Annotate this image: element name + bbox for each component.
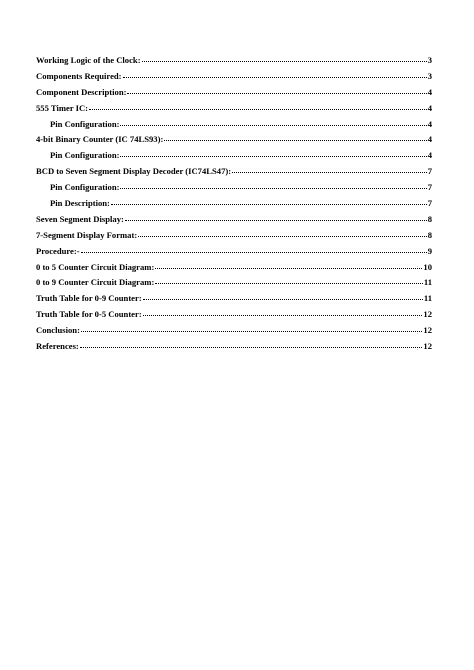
toc-entry-component-description[interactable] <box>36 87 432 103</box>
toc-entry-title: Pin Configuration: <box>50 182 120 193</box>
toc-dot-leader <box>80 347 423 348</box>
toc-page-number: 10 <box>423 261 432 272</box>
toc-entry-display-format[interactable] <box>36 230 432 246</box>
toc-page-number: 3 <box>427 55 432 65</box>
toc-entry-title: Pin Configuration: <box>50 150 120 161</box>
toc-entry-truth-table-0-9[interactable] <box>36 293 432 309</box>
toc-dot-leader <box>143 315 423 316</box>
toc-entry-title: 0 to 9 Counter Circuit Diagram: <box>36 277 155 288</box>
toc-entry-555-timer[interactable] <box>36 103 432 119</box>
toc-entry-0-to-9-circuit[interactable] <box>36 277 432 293</box>
toc-entry-title: 555 Timer IC: <box>36 102 89 113</box>
toc-page-number: 9 <box>427 245 432 256</box>
toc-page-number: 7 <box>427 182 432 193</box>
toc-page-number: 4 <box>427 150 432 161</box>
toc-entry-procedure[interactable] <box>36 246 432 262</box>
toc-dot-leader <box>143 299 423 300</box>
toc-entry-decoder-pin-configuration[interactable] <box>36 182 432 198</box>
toc-dot-leader <box>111 204 427 205</box>
toc-page-number: 4 <box>427 86 432 97</box>
toc-dot-leader <box>120 125 426 126</box>
toc-entry-title: 7-Segment Display Format: <box>36 229 138 240</box>
toc-dot-leader <box>138 236 427 237</box>
toc-entry-0-to-5-circuit[interactable] <box>36 262 432 278</box>
toc-entry-references[interactable] <box>36 341 432 357</box>
toc-entry-title: References: <box>36 341 79 352</box>
toc-entry-bcd-decoder[interactable] <box>36 166 432 182</box>
toc-page-number: 3 <box>427 70 432 81</box>
toc-entry-conclusion[interactable] <box>36 325 432 341</box>
toc-entry-decoder-pin-description[interactable] <box>36 198 432 214</box>
toc-dot-leader <box>120 156 426 157</box>
toc-page-number: 12 <box>423 325 432 336</box>
toc-dot-leader <box>155 268 422 269</box>
toc-entry-binary-counter[interactable] <box>36 134 432 150</box>
toc-dot-leader <box>81 252 427 253</box>
toc-dot-leader <box>164 140 426 141</box>
toc-entry-title: 4-bit Binary Counter (IC 74LS93): <box>36 134 164 145</box>
toc-page-number: 4 <box>427 102 432 113</box>
toc-entry-seven-segment-display[interactable] <box>36 214 432 230</box>
toc-entry-counter-pin-configuration[interactable] <box>36 150 432 166</box>
toc-dot-leader <box>89 109 427 110</box>
table-of-contents <box>36 55 432 357</box>
toc-entry-title: Truth Table for 0-5 Counter: <box>36 309 142 320</box>
toc-entry-title: BCD to Seven Segment Display Decoder (IC74LS47): <box>36 166 232 177</box>
toc-page-number: 4 <box>427 134 432 145</box>
toc-dot-leader <box>81 331 422 332</box>
toc-page-number: 12 <box>423 309 432 320</box>
toc-page-number: 11 <box>423 277 432 288</box>
toc-dot-leader <box>127 93 426 94</box>
toc-entry-title: Pin Description: <box>50 198 110 209</box>
toc-page-number: 4 <box>427 118 432 129</box>
toc-entry-title: Seven Segment Display: <box>36 213 124 224</box>
toc-entry-working-logic[interactable] <box>36 55 432 71</box>
toc-page-number: 8 <box>427 229 432 240</box>
toc-page-number: 7 <box>427 198 432 209</box>
toc-dot-leader <box>142 61 427 62</box>
toc-entry-555-pin-configuration[interactable] <box>36 119 432 135</box>
toc-dot-leader <box>123 77 427 78</box>
toc-entry-title: Component Description: <box>36 86 127 97</box>
toc-entry-components-required[interactable] <box>36 71 432 87</box>
toc-dot-leader <box>125 220 427 221</box>
toc-entry-truth-table-0-5[interactable] <box>36 309 432 325</box>
toc-dot-leader <box>232 172 427 173</box>
toc-page-number: 12 <box>423 341 432 352</box>
toc-entry-title: Working Logic of the Clock: <box>36 55 141 65</box>
toc-entry-title: Conclusion: <box>36 325 80 336</box>
toc-dot-leader <box>155 283 423 284</box>
toc-entry-title: 0 to 5 Counter Circuit Diagram: <box>36 261 155 272</box>
toc-entry-title: Truth Table for 0-9 Counter: <box>36 293 142 304</box>
toc-page-number: 11 <box>423 293 432 304</box>
toc-entry-title: Procedure:- <box>36 245 80 256</box>
toc-entry-title: Components Required: <box>36 70 122 81</box>
toc-dot-leader <box>120 188 426 189</box>
toc-entry-title: Pin Configuration: <box>50 118 120 129</box>
toc-page-number: 7 <box>427 166 432 177</box>
toc-page-number: 8 <box>427 213 432 224</box>
